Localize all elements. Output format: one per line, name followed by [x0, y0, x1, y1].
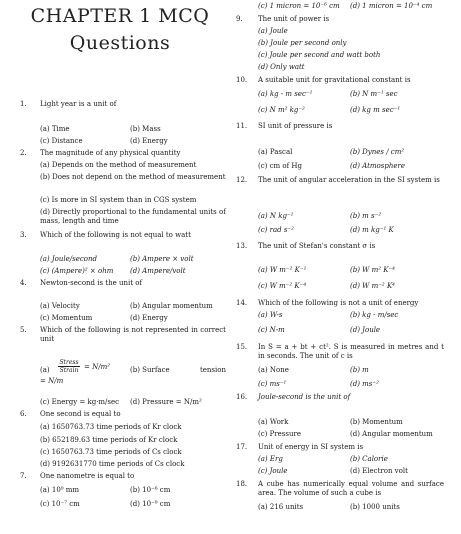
question-text: Newton-second is the unit of — [40, 279, 143, 287]
question-text: Which of the following is not equal to watt — [40, 231, 191, 239]
option-c: (c) W m⁻² K⁻⁴ — [258, 282, 307, 290]
option-d: (d) Only watt — [258, 63, 305, 71]
option-c: (c) 10⁻⁷ cm — [40, 500, 80, 508]
question-text: Which of the following is not represented in correct unit — [40, 326, 226, 343]
option-a: (a) Erg — [258, 455, 283, 463]
option-a: (a) kg - m sec⁻¹ — [258, 90, 313, 98]
question-number: 17. — [236, 443, 248, 451]
option-b: (b) kg - m/sec — [350, 311, 399, 319]
question-text: In S = a + bt + ct². S is measured in metres and t in seconds. The unit of c is — [258, 343, 444, 360]
option-c: (c) Distance — [40, 137, 83, 145]
option-b: (b) Angular momentum — [130, 302, 213, 310]
question-text: The unit of Stefan's constant σ is — [258, 242, 376, 250]
question-number: 16. — [236, 393, 248, 401]
option-b-label-2: tension — [199, 366, 226, 374]
question-text: The magnitude of any physical quantity — [40, 149, 181, 157]
option-b: (b) W m² K⁻⁴ — [350, 266, 395, 274]
option-b: (b) N m⁻¹ sec — [350, 90, 398, 98]
question-number: 9. — [236, 15, 243, 23]
question-number: 13. — [236, 242, 248, 250]
option-b: (b) Does not depend on the method of measurement — [40, 173, 226, 181]
option-d: (d) kg m sec⁻¹ — [350, 106, 401, 114]
option-c: (c) ms⁻¹ — [258, 380, 287, 388]
question-number: 7. — [20, 472, 27, 480]
option-b: (b) Mass — [130, 125, 161, 133]
option-b: (b) 10⁻⁶ cm — [130, 486, 171, 494]
question-text: The unit of angular acceleration in the SI system is — [258, 176, 440, 184]
option-a: (a) Joule — [258, 27, 288, 35]
option-c: (c) 1 micron = 10⁻⁶ cm — [258, 2, 340, 10]
question-text: A suitable unit for gravitational constant is — [258, 76, 411, 84]
option-a: (a) W-s — [258, 311, 283, 319]
option-c: (c) (Ampere)² × ohm — [40, 267, 114, 275]
option-d: (d) Pressure = N/m² — [130, 398, 202, 406]
question-text: Light year is a unit of — [40, 100, 117, 108]
option-d: (d) Directly proportional to the fundamental units of mass, length and time — [40, 208, 226, 225]
option-c: (c) 1650763.73 time periods of Cs clock — [40, 448, 182, 456]
title-line-1: CHAPTER 1 MCQ — [30, 5, 210, 27]
option-c: (c) Energy = kg·m/sec — [40, 398, 120, 406]
option-c: (c) Is more in SI system than in CGS system — [40, 196, 197, 204]
option-a: (a) N kg⁻¹ — [258, 212, 294, 220]
option-d: (d) 10⁻⁹ cm — [130, 500, 171, 508]
option-c: (c) Momentum — [40, 314, 93, 322]
question-number: 2. — [20, 149, 27, 157]
option-b: (b) Momentum — [350, 418, 403, 426]
option-d: (d) 9192631770 time periods of Cs clock — [40, 460, 185, 468]
question-number: 12. — [236, 176, 248, 184]
option-a: (a) Joule/second — [40, 255, 97, 263]
option-a-tail: = N/m — [40, 377, 64, 385]
option-d: (d) W m⁻² K⁴ — [350, 282, 395, 290]
question-number: 15. — [236, 343, 248, 351]
option-a-rest: = N/m² — [84, 363, 111, 371]
option-b: (b) Dynes / cm² — [350, 148, 405, 156]
option-d: (d) Energy — [130, 314, 168, 322]
question-number: 5. — [20, 326, 27, 334]
option-c: (c) N m² kg⁻² — [258, 106, 305, 114]
option-b: (b) Joule per second only — [258, 39, 347, 47]
question-number: 18. — [236, 480, 248, 488]
option-a: (a) Depends on the method of measurement — [40, 161, 197, 169]
option-d: (d) Energy — [130, 137, 168, 145]
option-c: (c) Joule — [258, 467, 288, 475]
option-a: (a) 1650763.73 time periods of Kr clock — [40, 423, 182, 431]
question-text: One second is equal to — [40, 410, 121, 418]
option-d: (d) Electron volt — [350, 467, 408, 475]
option-b-label: (b) Surface — [130, 366, 170, 374]
option-a: (a) W m⁻² K⁻¹ — [258, 266, 307, 274]
question-number: 6. — [20, 410, 27, 418]
option-d: (d) Joule — [350, 326, 381, 334]
question-text: Joule-second is the unit of — [258, 393, 351, 401]
option-c: (c) Joule per second and watt both — [258, 51, 381, 59]
question-number: 1. — [20, 100, 27, 108]
option-a: (a) 216 units — [258, 503, 304, 511]
option-d: (d) Ampere/volt — [130, 267, 186, 275]
option-d: (d) m kg⁻¹ K — [350, 226, 394, 234]
option-b: (b) Calorie — [350, 455, 388, 463]
question-text: The unit of power is — [258, 15, 330, 23]
option-c: (c) cm of Hg — [258, 162, 303, 170]
option-c: (c) Pressure — [258, 430, 301, 438]
option-a: (a) Pascal — [258, 148, 293, 156]
title-line-2: Questions — [69, 32, 171, 54]
fraction-denominator: Strain — [59, 367, 79, 374]
option-a-label: (a) — [40, 366, 50, 374]
option-c: (c) N-m — [258, 326, 285, 334]
option-b — [130, 366, 226, 375]
question-number: 14. — [236, 299, 248, 307]
question-text: Which of the following is not a unit of energy — [258, 299, 419, 307]
option-d: (d) 1 micron = 10⁻⁴ cm — [350, 2, 433, 10]
option-a: (a) Time — [40, 125, 70, 133]
option-a: (a) 10⁹ mm — [40, 486, 80, 494]
option-b: (b) Ampere × volt — [130, 255, 194, 263]
page-title — [20, 3, 220, 57]
option-b: (b) m — [350, 366, 369, 374]
question-number: 11. — [236, 122, 248, 130]
option-a: (a) None — [258, 366, 289, 374]
option-d: (d) Angular momentum — [350, 430, 433, 438]
option-a: (a) Velocity — [40, 302, 80, 310]
option-b: (b) m s⁻² — [350, 212, 382, 220]
option-b: (b) 652189.63 time periods of Kr clock — [40, 436, 178, 444]
option-b: (b) 1000 units — [350, 503, 400, 511]
question-text: One nanometre is equal to — [40, 472, 135, 480]
question-number: 10. — [236, 76, 248, 84]
question-text: SI unit of pressure is — [258, 122, 333, 130]
option-d: (d) Atmosphere — [350, 162, 405, 170]
question-text: Unit of energy in SI system is — [258, 443, 364, 451]
question-number: 3. — [20, 231, 27, 239]
option-a: (a) Work — [258, 418, 289, 426]
option-c: (c) rad s⁻² — [258, 226, 294, 234]
question-number: 4. — [20, 279, 27, 287]
fraction-numerator: Stress — [59, 359, 79, 366]
option-d: (d) ms⁻² — [350, 380, 379, 388]
question-text: A cube has numerically equal volume and surface area. The volume of such a cube is — [258, 480, 444, 497]
